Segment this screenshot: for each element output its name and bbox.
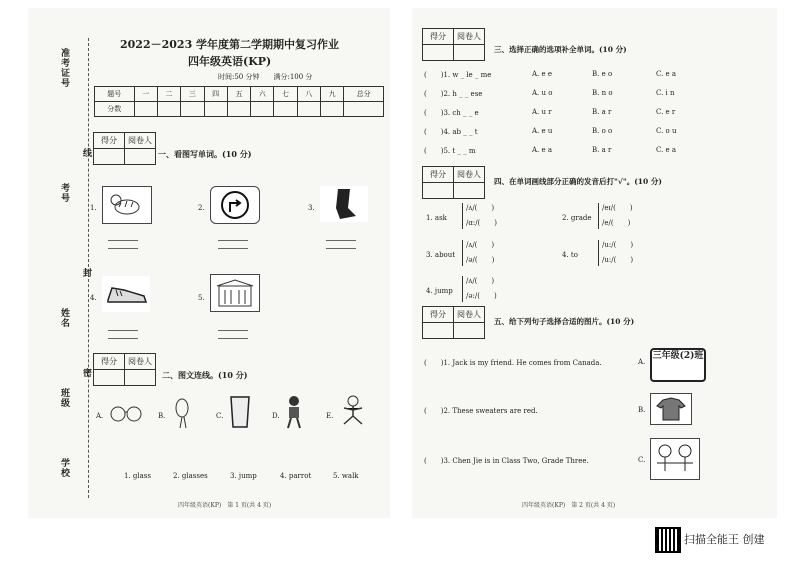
score-value-cell[interactable] [181,102,204,117]
exam-subtitle: 四年级英语(KP) [188,55,272,68]
s2-word-2: 2. glasses [173,472,208,480]
score-value-cell[interactable] [227,102,250,117]
class-sign-picture [650,348,706,382]
sec4-phonetic-choice[interactable]: /ʌ/( ) [466,204,495,212]
side-label-name: 姓名 [59,308,69,328]
sec5-picture-letter: B. [638,406,646,414]
side-label-seat: 考号 [59,183,69,203]
s2-word-1: 1. glass [124,472,151,480]
sec3-option-b: B. n o [592,89,613,97]
side-mark-xian: 线 [81,148,91,158]
sec4-phonetic-choice[interactable]: /ɑ:/( ) [466,219,498,227]
page-2-footer: 四年级英语(KP) 第 2 页(共 4 页) [522,502,616,509]
grader-box-3 [422,28,485,61]
section-5-title: 五、给下列句子选择合适的图片。(10 分) [494,317,635,326]
sec4-phonetic-choice[interactable]: /ə/( ) [466,256,495,264]
grader-name-label: 阅卷人 [125,133,156,149]
side-mark-feng: 封 [81,268,91,278]
s2-word-5: 5. walk [333,472,359,480]
sec4-phonetic-choice[interactable]: /ə:/( ) [466,292,497,300]
sec4-phonetic-choice[interactable]: /u:/( ) [602,256,634,264]
score-value-cell[interactable] [251,102,274,117]
walking-boy-picture [282,394,306,434]
side-label-class: 班级 [59,388,69,408]
sec4-phonetic-choice[interactable]: /e/( ) [602,219,631,227]
qr-code-icon [655,527,681,553]
s1-num-2: 2. [198,204,205,212]
sec5-question[interactable]: ( )3. Chen Jie is in Class Two, Grade Three. [424,457,589,465]
sec3-question[interactable]: ( )2. h _ _ ese [424,90,483,98]
s2-letter-b: B. [158,412,166,420]
parrot-picture [170,396,194,434]
grader-name-label: 阅卷人 [454,29,485,45]
friends-picture [650,438,700,480]
time-score: 时间:50 分钟 满分:100 分 [218,73,313,81]
sec3-question[interactable]: ( )3. ch _ _ e [424,109,479,117]
boot-picture [320,186,368,222]
sec3-option-a: A. e e [532,70,553,78]
score-head-cell: 八 [297,87,320,102]
score-head-cell: 九 [320,87,343,102]
sec5-question[interactable]: ( )1. Jack is my friend. He comes from Canada. [424,359,602,367]
score-head-cell: 七 [274,87,297,102]
section-1-title: 一、看图写单词。(10 分) [158,149,252,159]
side-mark-mi: 密 [81,368,91,378]
sec3-option-a: A. e a [532,146,553,154]
sec3-question[interactable]: ( )5. t _ _ m [424,147,476,155]
s1-num-5: 5. [198,294,205,302]
exam-page-2 [412,8,777,518]
sec4-phonetic-choice[interactable]: /ʌ/( ) [466,241,495,249]
s2-letter-d: D. [272,412,280,420]
section-2-title: 二、图文连线。(10 分) [162,370,248,380]
score-value-cell[interactable] [344,102,384,117]
sec3-option-a: A. u o [532,89,553,97]
score-head-cell: 一 [134,87,157,102]
grader-box-2 [93,353,156,386]
score-head-cell: 三 [181,87,204,102]
sec4-word: 4. jump [426,287,453,295]
school-building-picture [210,274,260,312]
score-value-cell[interactable] [157,102,180,117]
sec4-word: 4. to [562,251,578,259]
sec4-phonetic-choice[interactable]: /u:/( ) [602,241,634,249]
s2-letter-e: E. [326,412,334,420]
side-label-school: 学校 [59,458,69,478]
section-4-title: 四、在单词画线部分正确的发音后打"√"。(10 分) [494,177,662,186]
scanner-watermark: 扫描全能王 创建 [684,533,765,546]
s1-num-4: 4. [90,294,97,302]
score-value-cell[interactable] [274,102,297,117]
grader-box-1 [93,132,156,165]
sec3-question[interactable]: ( )1. w _ le _ me [424,71,492,79]
sec4-brace [462,240,463,266]
grader-score-label: 得分 [423,29,454,45]
score-value-cell[interactable] [320,102,343,117]
sec4-word: 3. about [426,251,456,259]
exam-title: 2022－2023 学年度第二学期期中复习作业 [120,38,340,51]
turn-sign-picture [210,186,260,224]
sec3-option-c: C. e a [656,146,677,154]
sec3-question[interactable]: ( )4. ab _ _ t [424,128,478,136]
grader-box-4 [422,166,485,199]
sneaker-picture [102,276,150,312]
score-head-cell: 总分 [344,87,384,102]
sec4-word: 2. grade [562,214,592,222]
side-label-exam-no: 准考证号 [59,48,69,88]
grader-score-label: 得分 [423,307,454,323]
grader-score-label: 得分 [94,354,125,370]
sec3-option-a: A. e u [532,127,553,135]
sec3-option-c: C. e r [656,108,676,116]
s2-letter-a: A. [96,412,104,420]
sec5-picture-letter: A. [638,358,646,366]
page-1-footer: 四年级英语(KP) 第 1 页(共 4 页) [178,502,272,509]
sec4-phonetic-choice[interactable]: /ʌ/( ) [466,277,495,285]
score-value-cell[interactable] [297,102,320,117]
s2-letter-c: C. [216,412,224,420]
grader-box-5 [422,306,485,339]
score-value-cell[interactable] [204,102,227,117]
s2-word-4: 4. parrot [280,472,312,480]
score-table [94,86,384,117]
grader-name-label: 阅卷人 [125,354,156,370]
jumping-girl-picture [336,394,370,434]
sec3-option-b: B. a r [592,108,612,116]
sec3-option-c: C. e a [656,70,677,78]
exam-page-1 [28,8,390,518]
score-head-cell: 四 [204,87,227,102]
sec3-option-c: C. i n [656,89,675,97]
sec4-brace [598,203,599,229]
glass-cup-picture [228,394,252,434]
score-head-cell: 题号 [95,87,135,102]
section-3-title: 三、选择正确的选项补全单词。(10 分) [494,45,627,54]
score-head-cell: 二 [157,87,180,102]
s1-num-3: 3. [308,204,315,212]
sweater-picture [650,393,692,425]
sec3-option-b: B. a r [592,146,612,154]
sec5-picture-letter: C. [638,456,646,464]
sec4-brace [462,203,463,229]
grader-score-label: 得分 [423,167,454,183]
score-head-cell: 六 [251,87,274,102]
sec4-brace [598,240,599,266]
score-value-cell[interactable]: 分数 [95,102,135,117]
sec4-phonetic-choice[interactable]: /eɪ/( ) [602,204,633,212]
sec3-option-c: C. o u [656,127,677,135]
grader-name-label: 阅卷人 [454,307,485,323]
sec3-option-a: A. u r [532,108,552,116]
score-value-cell[interactable] [134,102,157,117]
s2-word-3: 3. jump [230,472,257,480]
sec3-option-b: B. o o [592,127,613,135]
tiger-picture [102,186,152,224]
sec4-brace [462,276,463,302]
sec4-word: 1. ask [426,214,447,222]
grader-name-label: 阅卷人 [454,167,485,183]
score-head-cell: 五 [227,87,250,102]
s1-num-1: 1. [90,204,97,212]
glasses-picture [108,400,144,428]
class-sign-text: 三年级(2)班 [652,351,704,361]
grader-score-label: 得分 [94,133,125,149]
sec5-question[interactable]: ( )2. These sweaters are red. [424,407,538,415]
sec3-option-b: B. e o [592,70,613,78]
